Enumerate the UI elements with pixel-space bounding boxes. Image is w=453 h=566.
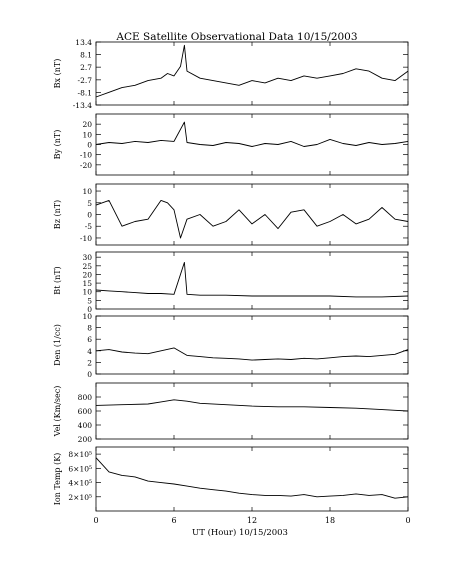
y-tick-label: 6×10⁵ bbox=[68, 464, 92, 474]
y-tick-label: -20 bbox=[79, 160, 92, 170]
y-tick-label: 13.4 bbox=[75, 38, 92, 47]
y-tick-label: 600 bbox=[77, 407, 92, 416]
y-tick-label: 5 bbox=[87, 198, 92, 208]
y-tick-label: 2×10⁵ bbox=[68, 492, 92, 502]
y-tick-label: 10 bbox=[82, 312, 92, 321]
y-tick-label: 8.1 bbox=[80, 50, 92, 60]
y-axis-label: Vel (Km/sec) bbox=[53, 385, 62, 437]
panel-3 bbox=[53, 184, 408, 245]
y-tick-label: 0 bbox=[87, 305, 92, 314]
y-tick-label: 10 bbox=[82, 287, 92, 297]
y-axis-label: Bx (nT) bbox=[53, 58, 62, 89]
y-tick-label: 20 bbox=[82, 270, 92, 280]
y-tick-label: 8 bbox=[87, 323, 92, 333]
y-axis-label: Bt (nT) bbox=[53, 266, 62, 295]
y-tick-label: 0 bbox=[87, 140, 92, 150]
panel-2 bbox=[53, 114, 408, 175]
y-axis-label: By (nT) bbox=[53, 129, 62, 160]
y-tick-label: 20 bbox=[82, 120, 92, 130]
panel-1 bbox=[53, 38, 408, 110]
y-tick-label: -2.7 bbox=[77, 75, 92, 85]
series-line bbox=[96, 122, 408, 146]
y-tick-label: 15 bbox=[82, 279, 92, 289]
y-tick-label: 200 bbox=[77, 435, 92, 444]
chart-title: ACE Satellite Observational Data 10/15/2003 bbox=[116, 31, 358, 43]
y-axis-label: Den (1/cc) bbox=[53, 324, 62, 366]
panel-frame bbox=[96, 42, 408, 105]
x-tick-label: 6 bbox=[171, 516, 177, 525]
x-tick-label: 12 bbox=[246, 516, 258, 525]
panel-frame bbox=[96, 383, 408, 439]
y-tick-label: -10 bbox=[79, 150, 92, 160]
x-axis-label: UT (Hour) 10/15/2003 bbox=[192, 528, 288, 538]
y-tick-label: -10 bbox=[79, 233, 92, 243]
y-tick-label: 2 bbox=[87, 358, 92, 368]
y-tick-label: 10 bbox=[82, 187, 92, 197]
series-line bbox=[96, 262, 408, 297]
series-line bbox=[96, 45, 408, 97]
series-line bbox=[96, 458, 408, 499]
panel-7 bbox=[53, 447, 408, 511]
y-tick-label: 10 bbox=[82, 130, 92, 140]
panel-frame bbox=[96, 252, 408, 309]
series-line bbox=[96, 400, 408, 411]
y-tick-label: 4 bbox=[87, 346, 92, 356]
x-tick-label: 18 bbox=[324, 516, 336, 525]
panel-frame bbox=[96, 316, 408, 374]
y-tick-label: 4×10⁵ bbox=[68, 478, 92, 488]
y-tick-label: 30 bbox=[82, 253, 92, 263]
y-tick-label: 8×10⁵ bbox=[68, 450, 92, 460]
panel-frame bbox=[96, 184, 408, 245]
y-axis-label: Bz (nT) bbox=[53, 199, 62, 230]
y-tick-label: 0 bbox=[87, 210, 92, 220]
y-tick-label: 800 bbox=[77, 393, 92, 402]
y-tick-label: -8.1 bbox=[77, 88, 92, 98]
panel-5 bbox=[53, 312, 408, 379]
series-line bbox=[96, 200, 408, 238]
y-tick-label: 0 bbox=[87, 370, 92, 379]
series-line bbox=[96, 348, 408, 360]
panel-6 bbox=[53, 383, 408, 444]
x-tick-label: 0 bbox=[93, 516, 99, 525]
y-axis-label: Ion Temp (K) bbox=[53, 452, 62, 506]
y-tick-label: 400 bbox=[77, 421, 92, 430]
x-tick-label: 0 bbox=[405, 516, 411, 525]
y-tick-label: 25 bbox=[82, 261, 92, 271]
panels-group bbox=[53, 38, 411, 525]
y-tick-label: 5 bbox=[87, 296, 92, 306]
y-tick-label: -5 bbox=[84, 222, 92, 232]
panel-4 bbox=[53, 252, 408, 314]
y-tick-label: 6 bbox=[87, 335, 92, 345]
y-tick-label: -13.4 bbox=[72, 101, 92, 110]
y-tick-label: 2.7 bbox=[80, 63, 92, 73]
